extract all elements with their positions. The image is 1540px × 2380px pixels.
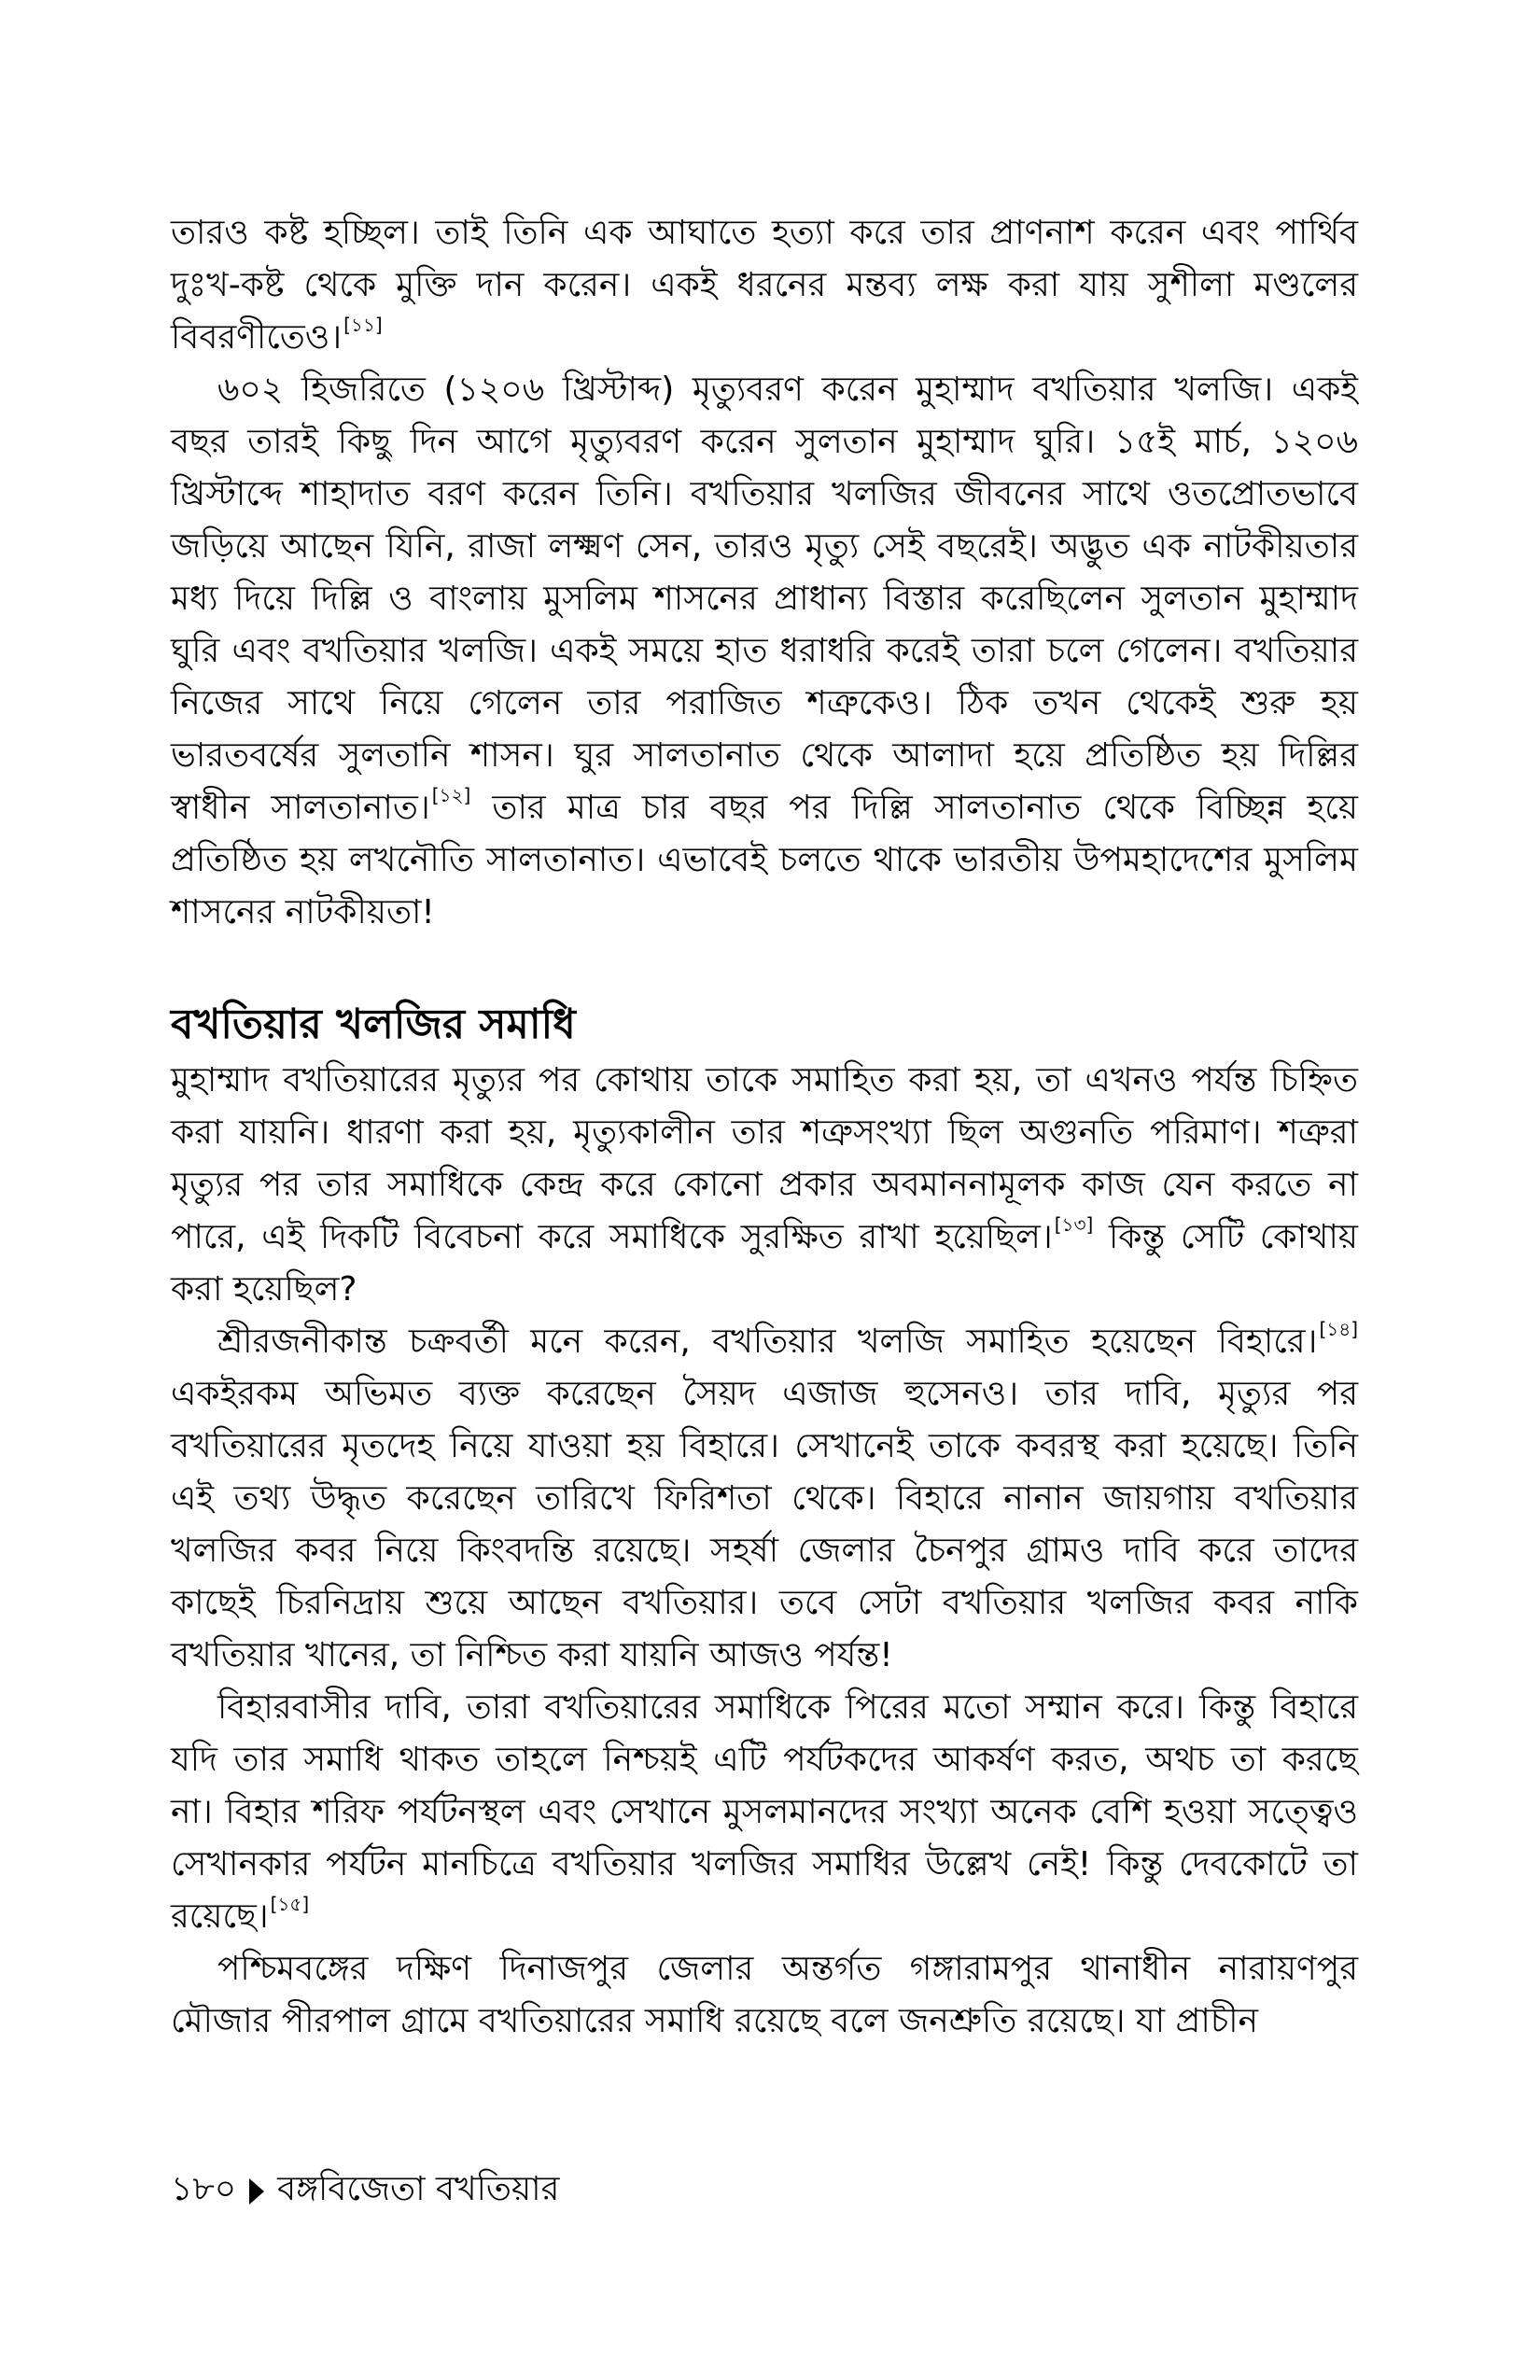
text-line bbox=[171, 1525, 1358, 1577]
triangle-right-icon bbox=[249, 2178, 264, 2205]
paragraph bbox=[171, 1943, 1358, 2048]
text-line bbox=[171, 312, 1358, 364]
line-text: সেখানকার পর্যটন মানচিত্রে বখতিয়ার খলজির সমাধির উল্লেখ নেই! কিন্তু দেবকোটে তা bbox=[171, 1845, 1358, 1883]
text-line bbox=[171, 1055, 1358, 1107]
line-text: খ্রিস্টাব্দে শাহাদাত বরণ করেন তিনি। বখতিয়ার খলজির জীবনের সাথে ওতপ্রোতভাবে bbox=[171, 475, 1358, 513]
text-line bbox=[171, 625, 1358, 678]
text-line bbox=[171, 573, 1358, 625]
line-text: মৃত্যুর পর তার সমাধিকে কেন্দ্র করে কোনো প্রকার অবমাননামূলক কাজ যেন করতে না bbox=[171, 1166, 1358, 1204]
text-line bbox=[171, 1107, 1358, 1159]
text-line bbox=[171, 1316, 1358, 1368]
text-line bbox=[171, 259, 1358, 312]
text-line bbox=[171, 1891, 1358, 1943]
line-text: ৬০২ হিজরিতে (১২০৬ খ্রিস্টাব্দ) মৃত্যুবরণ করেন মুহাম্মাদ বখতিয়ার খলজি। একই bbox=[217, 371, 1358, 409]
text-line bbox=[171, 364, 1358, 416]
text-line bbox=[171, 1264, 1358, 1316]
text-line bbox=[171, 416, 1358, 469]
paragraph bbox=[171, 364, 1358, 939]
text-line bbox=[171, 1577, 1358, 1630]
line-text: না। বিহার শরিফ পর্যটনস্থল এবং সেখানে মুসলমানদের সংখ্যা অনেক বেশি হওয়া সত্ত্বেও bbox=[171, 1793, 1358, 1831]
footnote-reference[interactable]: [১১] bbox=[343, 314, 383, 336]
line-text: বখতিয়ারের মৃতদেহ নিয়ে যাওয়া হয় বিহারে। সেখানেই তাকে কবরস্থ করা হয়েছে। তিনি bbox=[171, 1427, 1358, 1465]
line-text: রয়েছে। bbox=[171, 1897, 269, 1936]
text-line bbox=[171, 469, 1358, 521]
footnote-reference[interactable]: [১৪] bbox=[1319, 1318, 1358, 1340]
text-line bbox=[171, 1159, 1358, 1211]
line-text: একইরকম অভিমত ব্যক্ত করেছেন সৈয়দ এজাজ হুসেনও। তার দাবি, মৃত্যুর পর bbox=[171, 1375, 1358, 1413]
line-text: শ্রীরজনীকান্ত চক্রবর্তী মনে করেন, বখতিয়ার খলজি সমাহিত হয়েছেন বিহারে। bbox=[217, 1323, 1318, 1361]
line-text: যদি তার সমাধি থাকত তাহলে নিশ্চয়ই এটি পর্যটকদের আকর্ষণ করত, অথচ তা করছে bbox=[171, 1741, 1358, 1779]
text-line bbox=[171, 521, 1358, 573]
paragraph bbox=[171, 1316, 1358, 1682]
text-line bbox=[171, 1995, 1358, 2048]
line-text: ভারতবর্ষের সুলতানি শাসন। ঘুর সালতানাত থেকে আলাদা হয়ে প্রতিষ্ঠিত হয় দিল্লির bbox=[171, 736, 1358, 775]
page-body bbox=[171, 207, 1358, 2048]
paragraph bbox=[171, 1055, 1358, 1316]
page-number: ১৮০ bbox=[171, 2170, 237, 2208]
line-text-continued: তার মাত্র চার বছর পর দিল্লি সালতানাত থেকে বিচ্ছিন্ন হয়ে bbox=[470, 789, 1358, 827]
line-text: খলজির কবর নিয়ে কিংবদন্তি রয়েছে। সহর্ষা জেলার চৈনপুর গ্রামও দাবি করে তাদের bbox=[171, 1532, 1358, 1570]
line-text: নিজের সাথে নিয়ে গেলেন তার পরাজিত শত্রুকেও। ঠিক তখন থেকেই শুরু হয় bbox=[171, 684, 1358, 722]
line-text: মধ্য দিয়ে দিল্লি ও বাংলায় মুসলিম শাসনের প্রাধান্য বিস্তার করেছিলেন সুলতান মুহাম্মাদ bbox=[171, 580, 1358, 618]
section-heading: বখতিয়ার খলজির সমাধি bbox=[171, 1001, 576, 1048]
line-text: স্বাধীন সালতানাত। bbox=[171, 789, 430, 827]
footnote-reference[interactable]: [১৫] bbox=[270, 1893, 310, 1915]
text-line bbox=[171, 1211, 1358, 1264]
line-text: দুঃখ-কষ্ট থেকে মুক্তি দান করেন। একই ধরনের মন্তব্য লক্ষ করা যায় সুশীলা মণ্ডলের bbox=[171, 266, 1358, 304]
text-line bbox=[171, 730, 1358, 782]
paragraph bbox=[171, 207, 1358, 364]
line-text-continued: কিন্তু সেটি কোথায় bbox=[1093, 1218, 1358, 1256]
text-line bbox=[171, 1630, 1358, 1682]
text-line bbox=[171, 782, 1358, 834]
page-footer bbox=[171, 2163, 559, 2219]
text-line bbox=[171, 1682, 1358, 1734]
line-text: প্রতিষ্ঠিত হয় লখনৌতি সালতানাত। এভাবেই চলতে থাকে ভারতীয় উপমহাদেশের মুসলিম bbox=[171, 841, 1358, 879]
book-title: বঙ্গবিজেতা বখতিয়ার bbox=[277, 2170, 560, 2208]
text-line bbox=[171, 1943, 1358, 1995]
line-text: মুহাম্মাদ বখতিয়ারের মৃত্যুর পর কোথায় তাকে সমাহিত করা হয়, তা এখনও পর্যন্ত চিহ্নিত bbox=[171, 1061, 1358, 1099]
footnote-reference[interactable]: [১২] bbox=[431, 784, 471, 806]
line-text: ঘুরি এবং বখতিয়ার খলজি। একই সময়ে হাত ধরাধরি করেই তারা চলে গেলেন। বখতিয়ার bbox=[171, 632, 1358, 670]
text-line bbox=[171, 1473, 1358, 1525]
opening-paragraphs bbox=[171, 207, 1358, 939]
footnote-reference[interactable]: [১৩] bbox=[1054, 1213, 1094, 1236]
line-text: বছর তারই কিছু দিন আগে মৃত্যুবরণ করেন সুলতান মুহাম্মাদ ঘুরি। ১৫ই মার্চ, ১২০৬ bbox=[171, 423, 1358, 461]
text-line bbox=[171, 207, 1358, 259]
text-line bbox=[171, 1734, 1358, 1786]
text-line bbox=[171, 887, 1358, 939]
line-text: করা যায়নি। ধারণা করা হয়, মৃত্যুকালীন তার শত্রুসংখ্যা ছিল অগুনতি পরিমাণ। শত্রুরা bbox=[171, 1113, 1358, 1152]
text-line bbox=[171, 1839, 1358, 1891]
line-text: মৌজার পীরপাল গ্রামে বখতিয়ারের সমাধি রয়েছে বলে জনশ্রুতি রয়েছে। যা প্রাচীন bbox=[171, 2002, 1259, 2040]
line-text: তারও কষ্ট হচ্ছিল। তাই তিনি এক আঘাতে হত্যা করে তার প্রাণনাশ করেন এবং পার্থিব bbox=[171, 214, 1358, 252]
text-line bbox=[171, 1421, 1358, 1473]
text-line bbox=[171, 1786, 1358, 1839]
text-line bbox=[171, 1368, 1358, 1421]
line-text: পারে, এই দিকটি বিবেচনা করে সমাধিকে সুরক্ষিত রাখা হয়েছিল। bbox=[171, 1218, 1053, 1256]
line-text: জড়িয়ে আছেন যিনি, রাজা লক্ষ্মণ সেন, তারও মৃত্যু সেই বছরেই। অদ্ভুত এক নাটকীয়তার bbox=[171, 527, 1358, 566]
paragraph bbox=[171, 1682, 1358, 1943]
line-text: বখতিয়ার খানের, তা নিশ্চিত করা যায়নি আজও পর্যন্ত! bbox=[171, 1636, 893, 1674]
line-text: বিহারবাসীর দাবি, তারা বখতিয়ারের সমাধিকে পিরের মতো সম্মান করে। কিন্তু বিহারে bbox=[217, 1688, 1358, 1727]
line-text: শাসনের নাটকীয়তা! bbox=[171, 893, 435, 931]
line-text: পশ্চিমবঙ্গের দক্ষিণ দিনাজপুর জেলার অন্তর্গত গঙ্গারামপুর থানাধীন নারায়ণপুর bbox=[217, 1950, 1358, 1988]
line-text: কাছেই চিরনিদ্রায় শুয়ে আছেন বখতিয়ার। তবে সেটা বখতিয়ার খলজির কবর নাকি bbox=[171, 1584, 1358, 1622]
line-text: বিবরণীতেও। bbox=[171, 318, 343, 357]
section-paragraphs bbox=[171, 1055, 1358, 2048]
text-line bbox=[171, 834, 1358, 887]
line-text: এই তথ্য উদ্ধৃত করেছেন তারিখে ফিরিশতা থেকে। বিহারে নানান জায়গায় বখতিয়ার bbox=[171, 1479, 1358, 1518]
line-text: করা হয়েছিল? bbox=[171, 1270, 357, 1309]
text-line bbox=[171, 678, 1358, 730]
